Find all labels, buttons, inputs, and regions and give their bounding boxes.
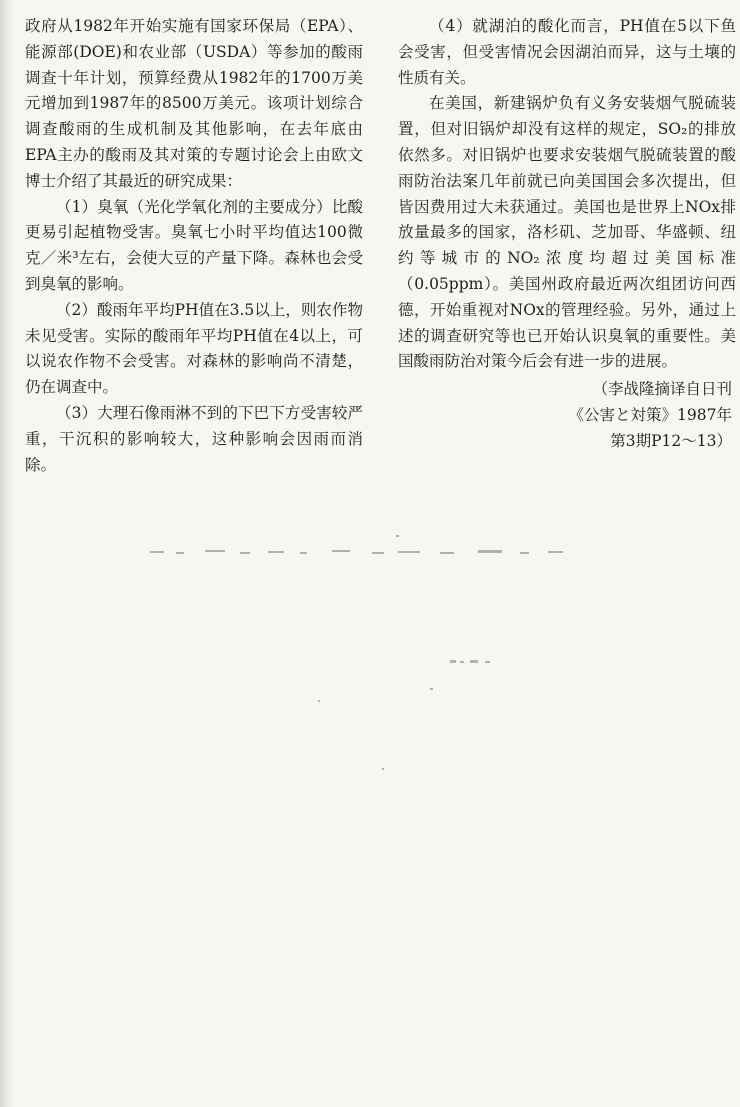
source-journal-line: 《公害と対策》1987年	[568, 405, 732, 424]
finding-2-paragraph: （2）酸雨年平均PH值在3.5以上，则农作物未见受害。实际的酸雨年平均PH值在4以上，可以说农作物不会受害。对森林的影响尚不清楚，仍在调查中。	[25, 300, 363, 397]
us-policy-paragraph: 在美国，新建锅炉负有义务安装烟气脱硫装置，但对旧锅炉却没有这样的规定，SO₂的排放依然多。对旧锅炉也要求安装烟气脱硫装置的酸雨防治法案几年前就已向美国国会多次提出，但皆因费用过大未获通过。美国也是世界上NOx排放量最多的国家，洛杉矶、芝加哥、华盛顿、纽约等城市的NO₂浓度均超过美国标准（0.05ppm）。美国州政府最近两次组团访问西德，开始重视对NOx的管理经验。另外，通过上述的调查研究等也已开始认识臭氧的重要性。美国酸雨防治对策今后会有进一步的进展。	[398, 94, 736, 371]
source-issue-line: 第3期P12～13）	[610, 431, 732, 450]
finding-4-paragraph: （4）就湖泊的酸化而言，PH值在5以下鱼会受害，但受害情况会因湖泊而异，这与土壤的性质有关。	[398, 17, 736, 87]
source-translator-line: （李战隆摘译自日刊	[592, 380, 732, 399]
finding-1-paragraph: （1）臭氧（光化学氧化剂的主要成分）比酸更易引起植物受害。臭氧七小时平均值达100微克／米³左右，会使大豆的产量下降。森林也会受到臭氧的影响。	[25, 197, 363, 293]
intro-paragraph: 政府从1982年开始实施有国家环保局（EPA）、能源部(DOE)和农业部（USDA）等参加的酸雨调查十年计划，预算经费从1982年的1700万美元增加到1987年的8500万美元。该项计划综合调查酸雨的生成机制及其他影响，在去年底由EPA主办的酸雨及其对策的专题讨论会上由欧文博士介绍了其最近的研究成果：	[25, 17, 363, 190]
finding-3-paragraph: （3）大理石像雨淋不到的下巴下方受害较严重，干沉积的影响较大，这种影响会因雨而消除。	[25, 403, 363, 474]
